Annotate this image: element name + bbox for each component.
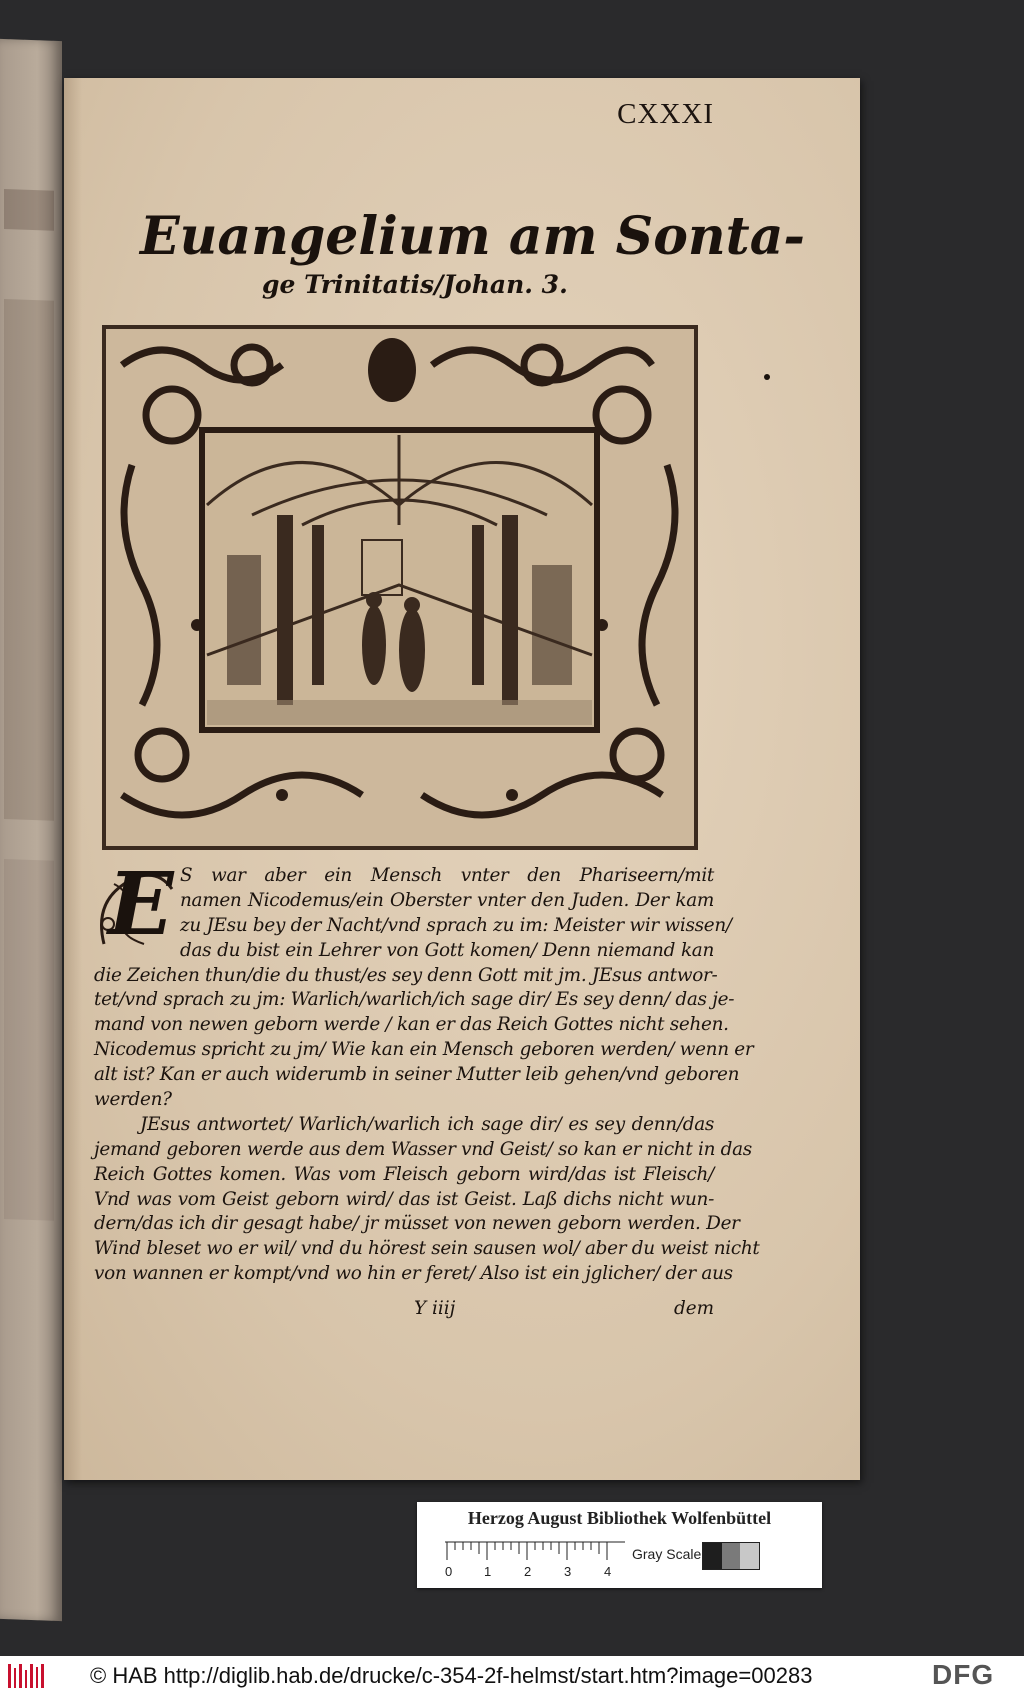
dfg-logo: DFG xyxy=(932,1659,995,1690)
text-line: das du bist ein Lehrer von Gott komen/ Denn niemand kan xyxy=(180,939,714,961)
ruler-number: 3 xyxy=(564,1564,572,1579)
ink-dot xyxy=(764,374,770,380)
source-citation: © HAB http://diglib.hab.de/drucke/c-354-2f-helmst/start.htm?image=00283 xyxy=(90,1663,813,1688)
gray-swatches xyxy=(702,1542,760,1570)
text-line: mand von newen geborn werde / kan er das Reich Gottes nicht sehen. xyxy=(94,1014,729,1036)
ruler-number: 0 xyxy=(445,1564,453,1579)
ruler-scale xyxy=(445,1540,625,1582)
gray-scale-label: Gray Scale xyxy=(632,1546,702,1562)
previous-page-edge xyxy=(0,39,62,1621)
gray-swatch-mid xyxy=(722,1543,741,1569)
ruler-number: 1 xyxy=(484,1564,492,1579)
text-line: alt ist? Kan er auch widerumb in seiner Mutter leib gehen/vnd geboren xyxy=(94,1064,740,1086)
text-line: Nicodemus spricht zu jm/ Wie kan ein Mensch geboren werden/ wenn er xyxy=(94,1039,754,1061)
woodcut-illustration xyxy=(102,325,698,850)
barcode-logo-icon xyxy=(6,1662,50,1690)
institution-name: Herzog August Bibliothek Wolfenbüttel xyxy=(467,1508,772,1528)
ruler-number: 4 xyxy=(604,1564,612,1579)
gray-swatch-dark xyxy=(703,1543,722,1569)
initial-letter: E xyxy=(108,854,174,955)
signature-mark: Y iiij xyxy=(414,1298,456,1319)
text-line: zu JEsu bey der Nacht/vnd sprach zu im: Meister wir wissen/ xyxy=(180,914,732,936)
color-scale-card xyxy=(417,1502,822,1588)
text-line: Reich Gottes komen. Was vom Fleisch geborn wird/das ist Fleisch/ xyxy=(94,1163,714,1185)
gospel-subtitle: ge Trinitatis/Johan. 3. xyxy=(262,270,568,299)
text-line: von wannen er kompt/vnd wo hin er feret/ Also ist ein jglicher/ der aus xyxy=(94,1263,733,1285)
catchword: dem xyxy=(674,1298,715,1319)
text-line: JEsus antwortet/ Warlich/warlich ich sage dir/ es sey denn/das xyxy=(140,1113,714,1135)
text-line: tet/vnd sprach zu jm: Warlich/warlich/ich sage dir/ Es sey denn/ das je- xyxy=(94,989,735,1011)
text-line: die Zeichen thun/die du thust/es sey denn Gott mit jm. JEsus antwor- xyxy=(94,964,718,986)
text-line: Vnd was vom Geist geborn wird/ das ist Geist. Laß dichs nicht wun- xyxy=(94,1188,714,1210)
text-line: Wind bleset wo er wil/ vnd du hörest sein sausen wol/ aber du weist nicht xyxy=(94,1238,760,1260)
viewer-footer xyxy=(0,1656,1024,1696)
text-line: dern/das ich dir gesagt habe/ jr müsset von newen geborn werden. Der xyxy=(94,1213,740,1235)
text-line: S war aber ein Mensch vnter den Phariseern/mit xyxy=(180,865,714,886)
gray-swatch-light xyxy=(740,1543,759,1569)
page-number: CXXXI xyxy=(617,98,714,130)
text-line: werden? xyxy=(94,1089,172,1111)
text-line: jemand geboren werde aus dem Wasser vnd Geist/ so kan er nicht in das xyxy=(94,1138,752,1160)
ruler-number: 2 xyxy=(524,1564,532,1579)
text-line: namen Nicodemus/ein Oberster vnter den Juden. Der kam xyxy=(180,889,714,911)
gospel-text xyxy=(94,854,760,1287)
gospel-title: Euangelium am Sonta- xyxy=(140,206,805,267)
